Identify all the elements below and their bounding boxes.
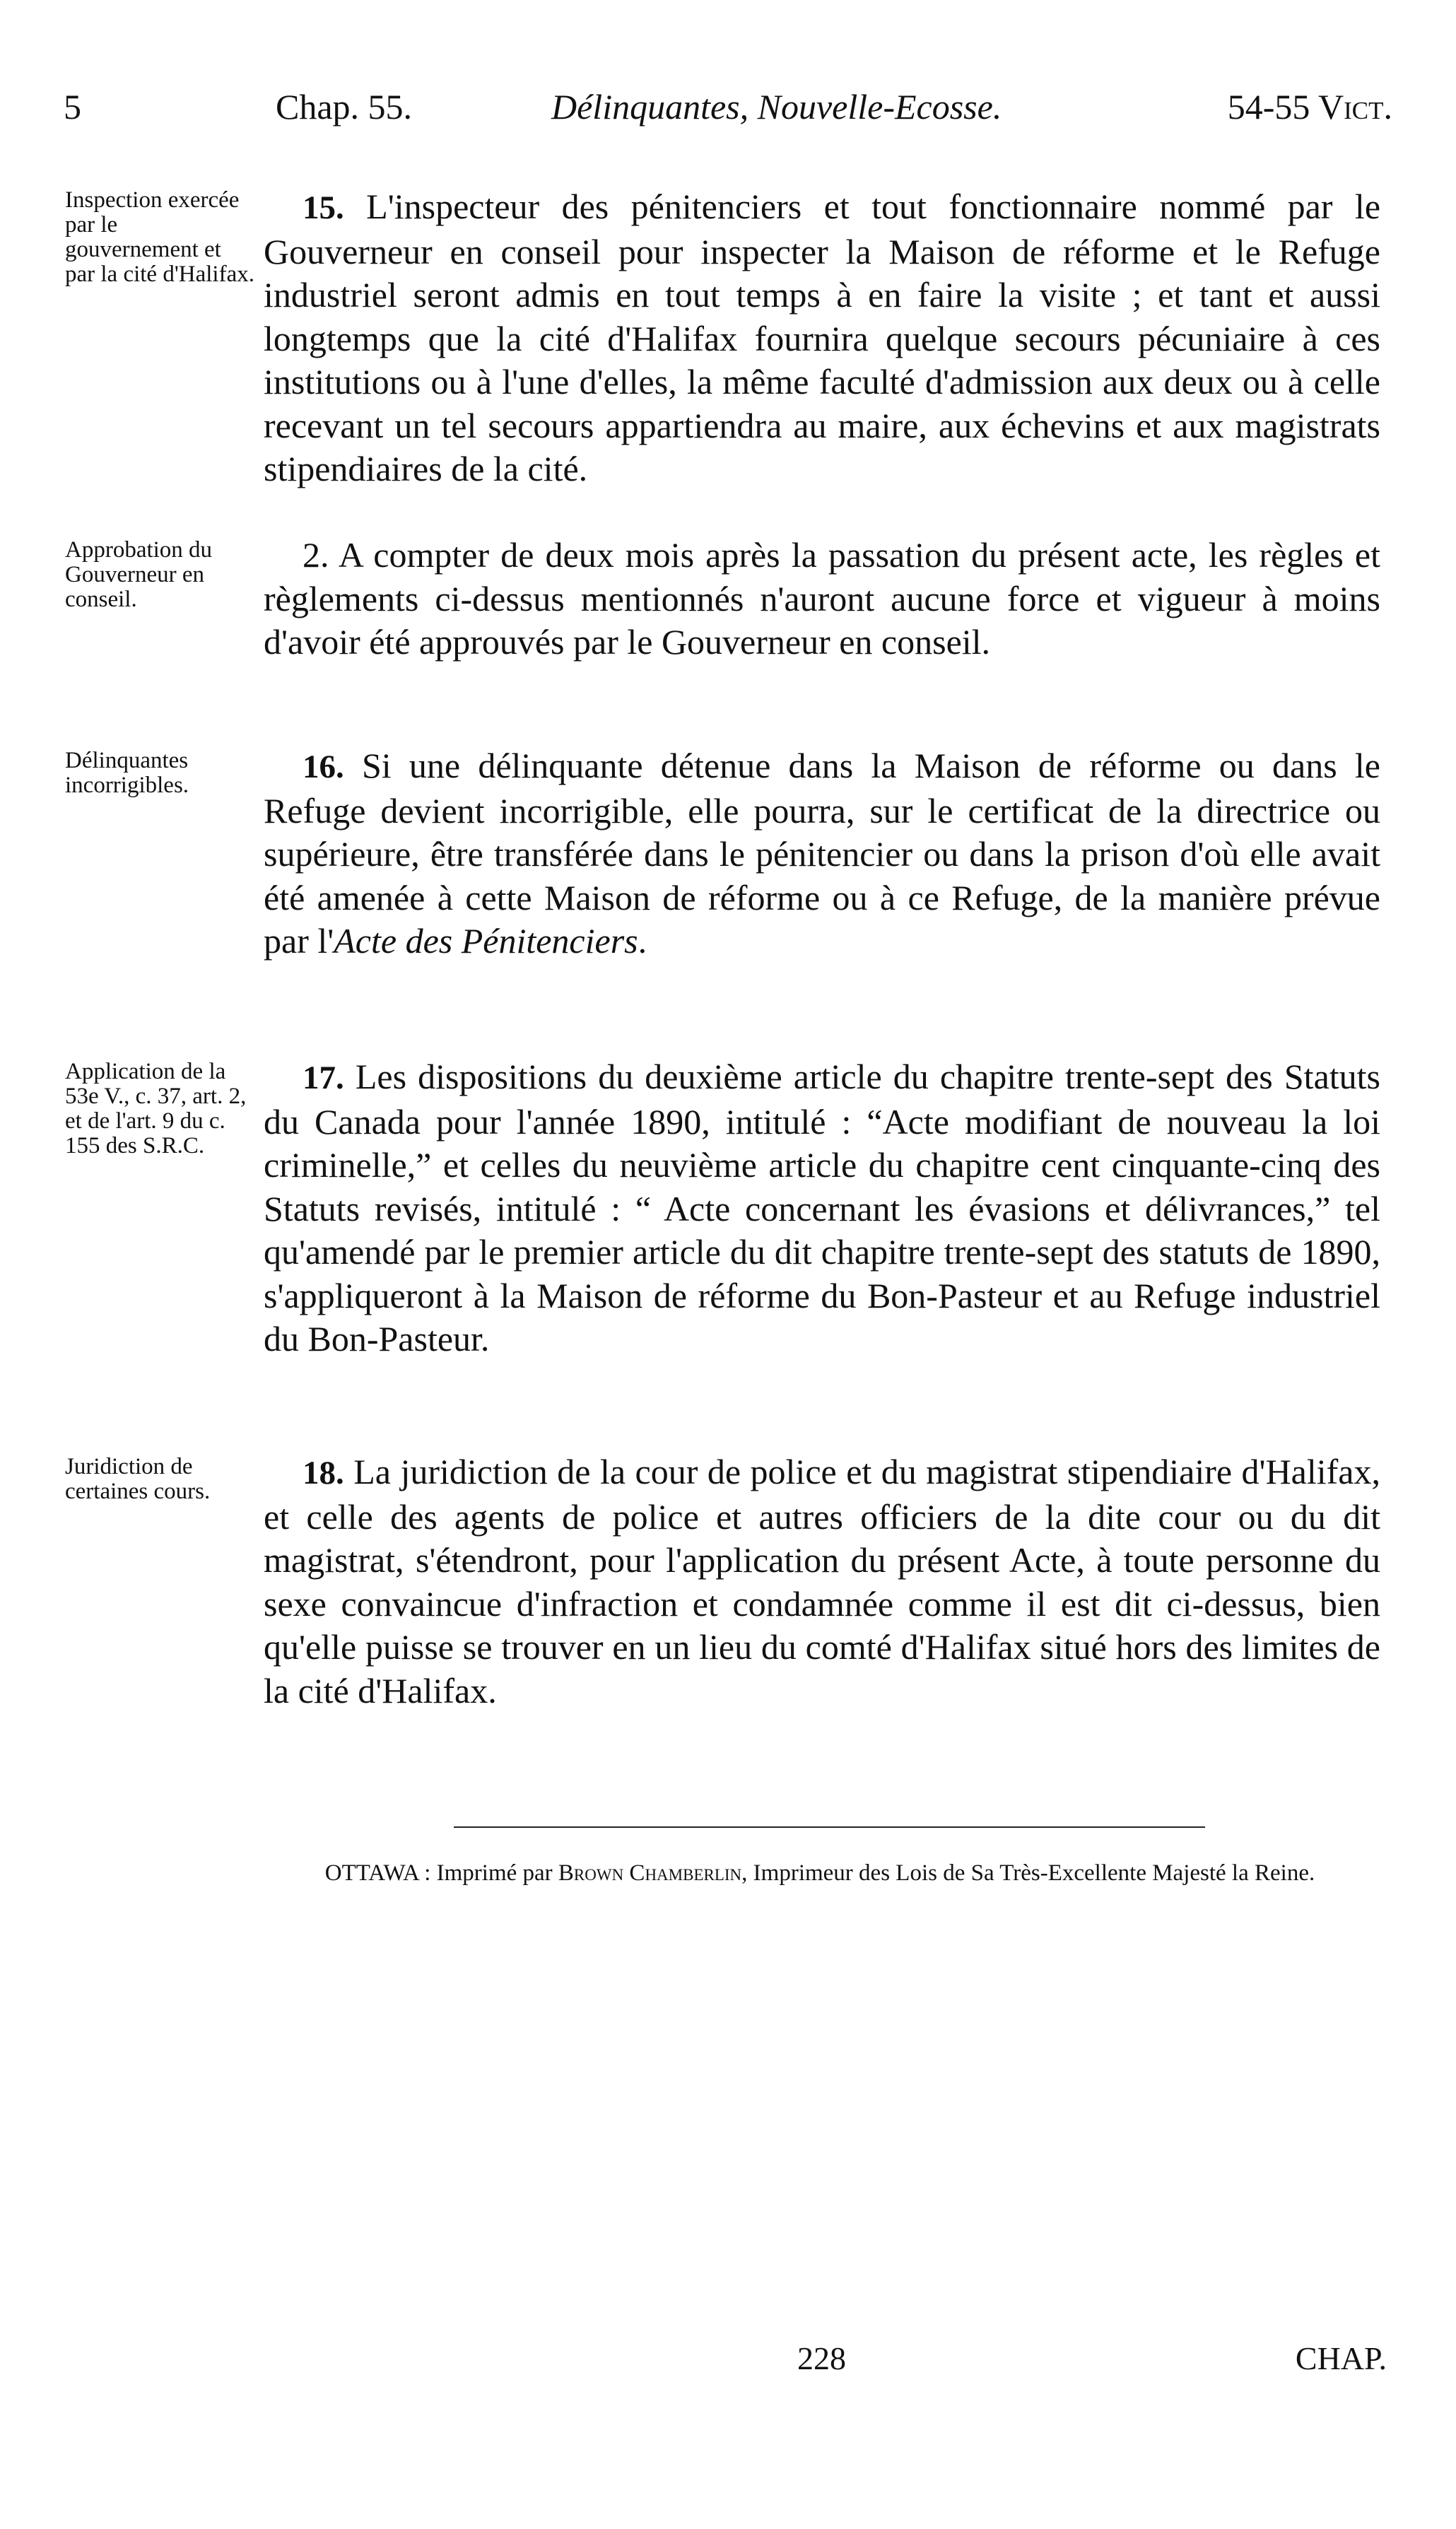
running-header [64,86,1392,143]
section-text: Si une délinquante détenue dans la Maison de réforme ou dans le Refuge devient incorrigible, elle pourra, sur le certificat de la directrice ou supérieure, être transférée dans le pénitencier ou dans la prison d'où elle avait été amenée à cette Maison de réforme ou à ce Refuge, de la manière prévue par l' [264,746,1380,961]
imprint [269,1859,1371,1887]
section-number: 17. [303,1060,344,1096]
section-text: L'inspecteur des pénitenciers et tout fonctionnaire nommé par le Gouverneur en conseil pour inspecter la Maison de réforme et le Refuge industriel seront admis en tout temps à en faire la visite ; et tant et aussi longtemps que la cité d'Halifax fournira quelque secours pécuniaire à ces institutions ou à l'une d'elles, la même faculté d'admission aux deux ou à celle recevant un tel secours appartiendra au maire, aux échevins et aux magistrats stipendiaires de la cité. [264,187,1381,488]
footer-catchword: CHAP. [1295,2340,1387,2376]
header-regnal-year: 54-55 Vict. [1227,87,1392,127]
margin-note: Application de la 53e V., c. 37, art. 2, et de l'art. 9 du c. 155 des S.R.C. [65,1059,247,1158]
section-number: 16. [303,749,344,785]
margin-note: Juridiction de certaines cours. [65,1454,211,1504]
section-text-end: . [638,921,647,961]
header-title: Délinquantes, Nouvelle-Ecosse. [551,87,1002,127]
section-text: 2. A compter de deux mois après la passation du présent acte, les règles et règlements ci-dessus mentionnés n'auront aucune force et vigueur à moins d'avoir été approuvés par le Gouverneur en conseil. [264,535,1380,662]
section-text: Les dispositions du deuxième article du chapitre trente-sept des Statuts du Canada pour l'année 1890, intitulé : “Acte modifiant de nouveau la loi criminelle,” et celles du neuvième article du chapitre cent cinquante-cinq des Statuts revisés, intitulé : “ Acte concernant les évasions et délivrances,” tel qu'amendé par le premier article du dit chapitre trente-sept des statuts de 1890, s'appliqueront à la Maison de réforme du Bon-Pasteur et au Refuge industriel du Bon-Pasteur. [264,1057,1381,1359]
section-body [264,185,1380,491]
header-page-number: 5 [64,87,81,127]
header-chapter: Chap. 55. [276,87,413,127]
end-rule [454,1826,1205,1828]
margin-note: Délinquantes incorrigibles. [65,748,189,798]
act-title: Acte des Pénitenciers [334,921,638,961]
margin-note: Approbation du Gouverneur en conseil. [65,537,213,612]
section-body [264,744,1380,963]
section-number: 18. [303,1455,344,1491]
imprint-printer: Brown Chamberlin [558,1860,742,1886]
section-text: La juridiction de la cour de police et du magistrat stipendiaire d'Halifax, et celle des agents de police et autres officiers de la dite cour ou du dit magistrat, s'étendront, pour l'application du présent Acte, à toute personne du sexe convaincue d'infraction et condamnée comme il est dit ci-dessus, bien qu'elle puisse se trouver en un lieu du comté d'Halifax situé hors des limites de la cité d'Halifax. [264,1452,1380,1711]
section-body [264,1055,1380,1361]
imprint-prefix: OTTAWA : Imprimé par [324,1860,558,1886]
margin-note: Inspection exercée par le gouvernement et par la cité d'Halifax. [65,187,254,287]
section-body [264,534,1380,664]
section-number: 15. [303,189,344,226]
footer-page-number: 228 [797,2340,846,2376]
section-body [264,1450,1380,1713]
imprint-suffix: , Imprimeur des Lois de Sa Très-Excellente Majesté la Reine. [741,1860,1315,1886]
